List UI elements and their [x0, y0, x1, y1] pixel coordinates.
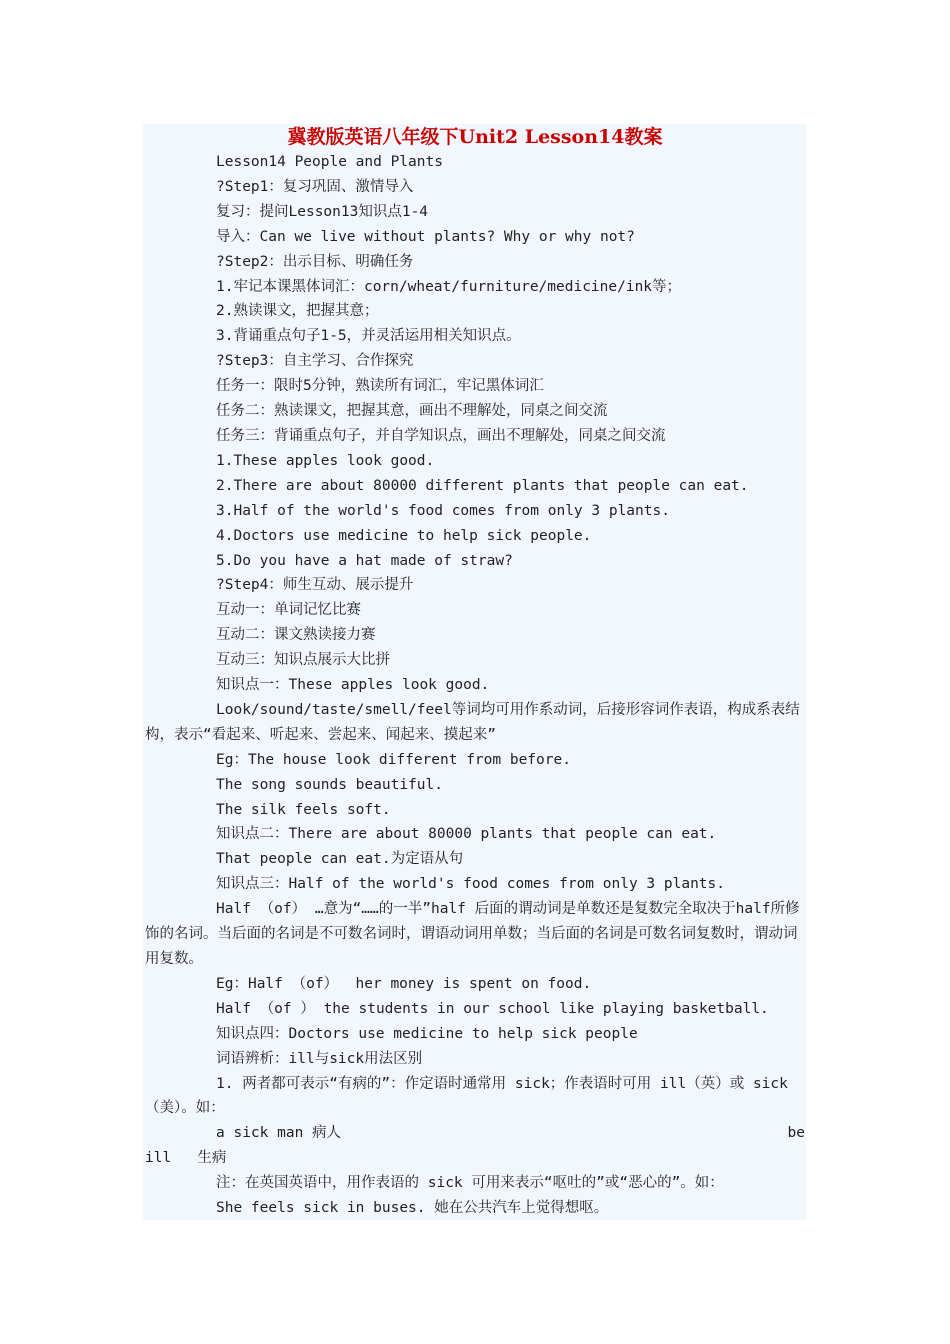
last-line: She feels sick in buses. 她在公共汽车上觉得想呕。: [216, 1200, 609, 1217]
text-line: 知识点三：Half of the world's food comes from only 3 plants.: [216, 876, 725, 893]
text-line: 词语辨析：ill与sick用法区别: [216, 1050, 423, 1067]
text-line: Lesson14 People and Plants: [216, 154, 443, 170]
text-line: 知识点一：These apples look good.: [216, 677, 490, 694]
text-line: That people can eat.为定语从句: [216, 851, 464, 868]
document-title: 冀教版英语八年级下Unit2 Lesson14教案: [287, 126, 663, 148]
line-group-2: [145, 748, 805, 897]
note-line: 注：在英国英语中，用作表语的 sick 可用来表示“呕吐的”或“恶心的”。如：: [216, 1175, 724, 1192]
paragraph-ill-sick: 1. 两者都可表示“有病的”：作定语时通常用 sick；作表语时可用 ill（英）或 sick （美）。如：: [145, 1075, 788, 1117]
text-line: ?Step4：师生互动、展示提升: [216, 577, 414, 594]
text-line: Eg：Half （of） her money is spent on food.: [216, 975, 592, 992]
text-line: 3.背诵重点句子1-5，并灵活运用相关知识点。: [216, 328, 521, 345]
text-line: 1.These apples look good.: [216, 452, 435, 469]
text-line: 4.Doctors use medicine to help sick people.: [216, 527, 592, 544]
text-line: 互动三：知识点展示大比拼: [216, 652, 390, 669]
text-line: 任务一：限时5分钟，熟读所有词汇，牢记黑体词汇: [216, 378, 544, 395]
text-line: 互动二：课文熟读接力赛: [216, 627, 376, 644]
line-group-1: [145, 150, 805, 698]
text-line: 2.熟读课文，把握其意；: [216, 303, 379, 320]
text-line: 互动一：单词记忆比赛: [216, 602, 361, 619]
text-line: The song sounds beautiful.: [216, 776, 443, 793]
text-line: 3.Half of the world's food comes from only 3 plants.: [216, 502, 670, 519]
example-row: [145, 1121, 805, 1146]
text-line: Half （of ） the students in our school like playing basketball.: [216, 1000, 769, 1017]
document-body: [145, 150, 805, 1221]
paragraph-linking-verbs: Look/sound/taste/smell/feel等词均可用作系动词，后接形容词作表语，构成系表结构，表示“看起来、听起来、尝起来、闻起来、摸起来”: [145, 701, 800, 743]
text-line: ?Step3：自主学习、合作探究: [216, 353, 414, 370]
example-right: be: [787, 1125, 805, 1142]
paragraph-half-of: Half （of） …意为“……的一半”half 后面的谓动词是单数还是复数完全取决于half所修饰的名词。当后面的名词是不可数名词时，谓语动词用单数；当后面的名词是可数名词复数时，谓动词用复数。: [145, 901, 800, 967]
text-line: The silk feels soft.: [216, 801, 391, 818]
text-line: 5.Do you have a hat made of straw?: [216, 552, 513, 569]
text-line: 导入：Can we live without plants? Why or why not?: [216, 228, 635, 245]
text-line: ?Step2：出示目标、明确任务: [216, 253, 414, 270]
text-line: 1.牢记本课黑体词汇：corn/wheat/furniture/medicine/ink等；: [216, 278, 682, 295]
text-line: 知识点二：There are about 80000 plants that people can eat.: [216, 826, 717, 843]
text-line: 2.There are about 80000 different plants that people can eat.: [216, 477, 749, 494]
text-line: 复习：提问Lesson13知识点1-4: [216, 203, 429, 220]
example-left: a sick man 病人: [216, 1125, 342, 1142]
text-line: 任务三：背诵重点句子，并自学知识点，画出不理解处，同桌之间交流: [216, 427, 666, 444]
example-continuation: ill 生病: [145, 1150, 227, 1167]
line-group-3: [145, 972, 805, 1072]
text-line: 任务二：熟读课文，把握其意，画出不理解处，同桌之间交流: [216, 403, 608, 420]
text-line: Eg：The house look different from before.: [216, 751, 571, 768]
text-line: 知识点四：Doctors use medicine to help sick people: [216, 1025, 638, 1042]
text-line: ?Step1：复习巩固、激情导入: [216, 178, 414, 195]
